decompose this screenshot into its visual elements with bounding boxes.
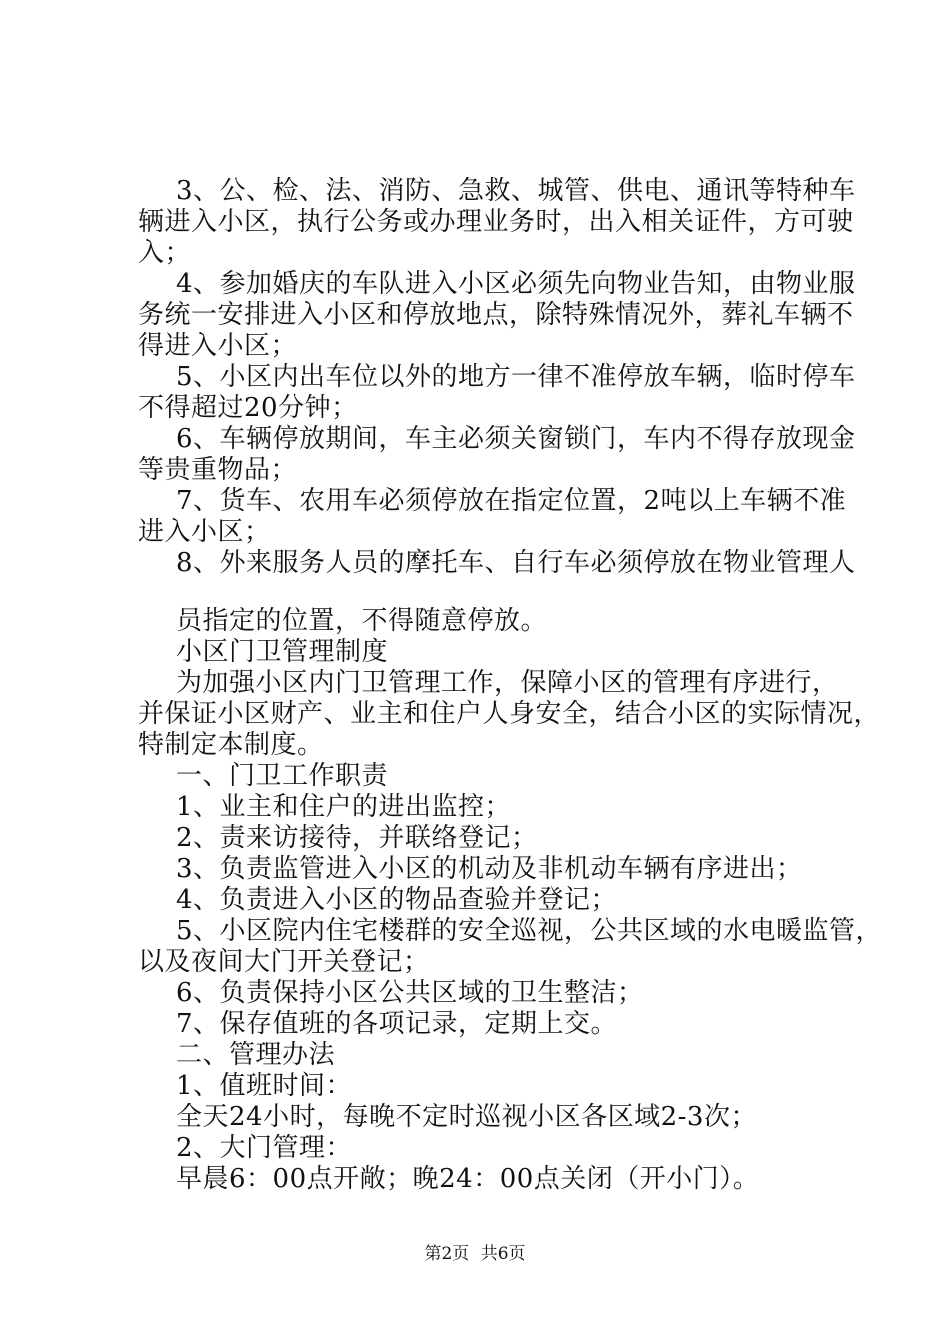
paragraph-line: 为加强小区内门卫管理工作，保障小区的管理有序进行，: [176, 668, 839, 698]
paragraph-line: 入；: [138, 238, 192, 268]
list-item: 7、保存值班的各项记录，定期上交。: [176, 1009, 618, 1039]
paragraph-line: 全天24小时，每晚不定时巡视小区各区域2-3次；: [176, 1102, 757, 1132]
list-item: 4、负责进入小区的物品查验并登记；: [176, 885, 618, 915]
paragraph-line: 进入小区；: [138, 517, 271, 547]
paragraph-line: 不得超过20分钟；: [138, 393, 358, 423]
page-total: 共6页: [480, 1244, 526, 1264]
list-item-continuation: 以及夜间大门开关登记；: [138, 947, 430, 977]
paragraph-line: 并保证小区财产、业主和住户人身安全，结合小区的实际情况，: [138, 699, 881, 729]
list-item: 1、业主和住户的进出监控；: [176, 792, 512, 822]
list-item: 6、负责保持小区公共区域的卫生整洁；: [176, 978, 644, 1008]
page-number: 第2页: [424, 1244, 470, 1264]
list-item: 2、大门管理：: [176, 1133, 353, 1163]
paragraph-line: 等贵重物品；: [138, 455, 298, 485]
paragraph-line: 7、货车、农用车必须停放在指定位置，2吨以上车辆不准: [176, 486, 847, 516]
paragraph-line: 8、外来服务人员的摩托车、自行车必须停放在物业管理人: [176, 548, 856, 578]
section-heading: 二、管理办法: [176, 1040, 336, 1070]
paragraph-line: 早晨6：00点开敞；晚24：00点关闭（开小门）。: [176, 1164, 760, 1194]
list-item: 2、责来访接待，并联络登记；: [176, 823, 538, 853]
list-item: 3、负责监管进入小区的机动及非机动车辆有序进出；: [176, 854, 803, 884]
paragraph-line: 3、公、检、法、消防、急救、城管、供电、通讯等特种车: [176, 176, 856, 206]
paragraph-line: 辆进入小区，执行公务或办理业务时，出入相关证件，方可驶: [138, 207, 854, 237]
section-title: 小区门卫管理制度: [176, 637, 389, 667]
paragraph-line: 务统一安排进入小区和停放地点，除特殊情况外，葬礼车辆不: [138, 300, 854, 330]
paragraph-line: 6、车辆停放期间，车主必须关窗锁门，车内不得存放现金: [176, 424, 856, 454]
paragraph-line: 员指定的位置，不得随意停放。: [176, 606, 548, 636]
list-item: 5、小区院内住宅楼群的安全巡视，公共区域的水电暖监管，: [176, 916, 883, 946]
paragraph-line: 4、参加婚庆的车队进入小区必须先向物业告知，由物业服: [176, 269, 856, 299]
section-heading: 一、门卫工作职责: [176, 761, 389, 791]
page-footer: [0, 1244, 950, 1264]
list-item: 1、值班时间：: [176, 1071, 353, 1101]
paragraph-line: 得进入小区；: [138, 331, 298, 361]
paragraph-line: 5、小区内出车位以外的地方一律不准停放车辆，临时停车: [176, 362, 856, 392]
paragraph-line: 特制定本制度。: [138, 730, 324, 760]
